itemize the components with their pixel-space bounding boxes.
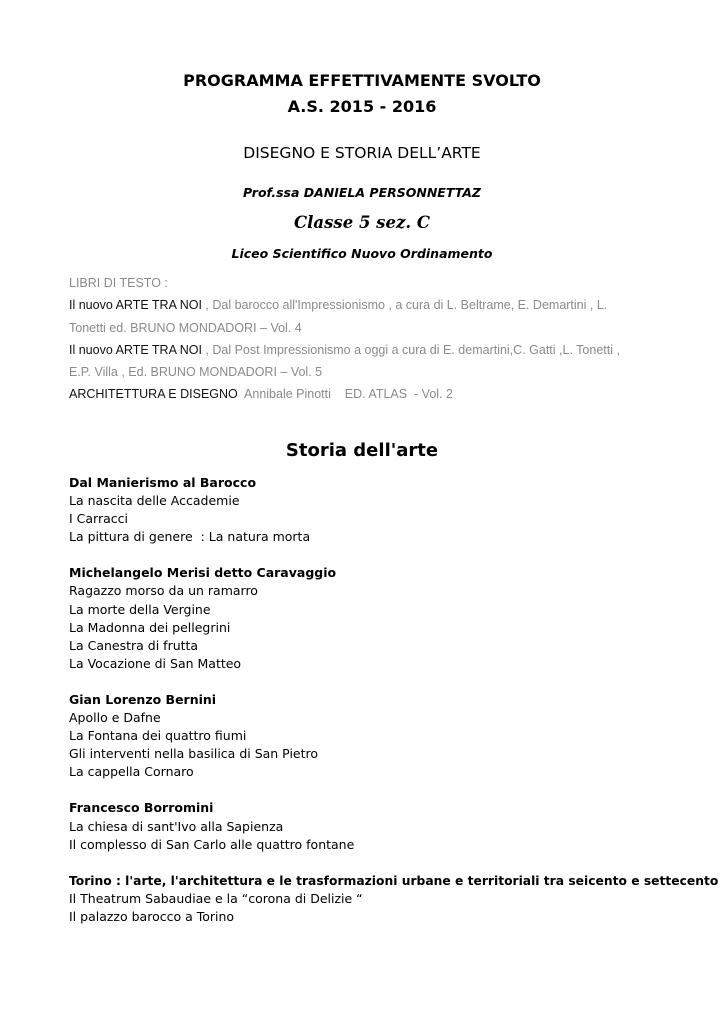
topic-item: Il complesso di San Carlo alle quattro fontane — [69, 836, 355, 852]
class-section: Classe 5 sez. C — [294, 213, 430, 232]
topic-heading: Torino : l'arte, l'architettura e le trasformazioni urbane e territoriali tra seicento e settecento — [69, 873, 719, 888]
topic-heading: Michelangelo Merisi detto Caravaggio — [69, 565, 337, 581]
topic-item: La Fontana dei quattro fiumi — [69, 728, 247, 744]
topic-item: La Vocazione di San Matteo — [69, 655, 242, 671]
textbook-2-title: Il nuovo ARTE TRA NOI — [69, 342, 202, 357]
textbook-1-details-cont: Tonetti ed. BRUNO MONDADORI – Vol. 4 — [69, 320, 302, 335]
topic-group — [69, 872, 719, 926]
topic-group — [69, 564, 709, 673]
topic-item: Il palazzo barocco a Torino — [69, 908, 235, 924]
topic-heading: Francesco Borromini — [69, 800, 214, 816]
topic-group — [69, 799, 709, 853]
section-heading: Storia dell'arte — [285, 440, 439, 461]
textbook-1-details: , Dal barocco all'Impressionismo , a cura di L. Beltrame, E. Demartini , L. — [201, 298, 608, 313]
topic-heading: Gian Lorenzo Bernini — [69, 691, 217, 707]
topic-item: La chiesa di sant'Ivo alla Sapienza — [69, 818, 284, 834]
topic-item: Apollo e Dafne — [69, 710, 161, 726]
textbook-1-title: Il nuovo ARTE TRA NOI — [69, 298, 202, 313]
topic-item: La nascita delle Accademie — [69, 493, 240, 509]
topic-item: I Carracci — [69, 511, 128, 527]
topic-group — [69, 691, 709, 781]
topic-item: La Madonna dei pellegrini — [69, 619, 231, 635]
topic-item: La Canestra di frutta — [69, 637, 199, 653]
textbook-3-details: Annibale Pinotti ED. ATLAS - Vol. 2 — [237, 387, 453, 402]
topic-item: Gli interventi nella basilica di San Pietro — [69, 746, 319, 762]
document-title: PROGRAMMA EFFETTIVAMENTE SVOLTO — [183, 71, 541, 90]
topic-item: Il Theatrum Sabaudiae e la “corona di Delizie “ — [69, 890, 363, 906]
professor-name: Prof.ssa DANIELA PERSONNETTAZ — [243, 185, 481, 200]
textbook-2-details: , Dal Post Impressionismo a oggi a cura di E. demartini,C. Gatti ,L. Tonetti , — [201, 342, 620, 357]
textbook-2-details-cont: E.P. Villa , Ed. BRUNO MONDADORI – Vol. 5 — [69, 365, 323, 380]
school-name: Liceo Scientifico Nuovo Ordinamento — [231, 246, 493, 261]
textbook-2 — [69, 339, 659, 361]
topic-item: La morte della Vergine — [69, 601, 211, 617]
textbooks-list — [69, 272, 659, 406]
topic-item: La pittura di genere : La natura morta — [69, 529, 311, 545]
topics-list — [69, 474, 719, 944]
textbook-3-title: ARCHITETTURA E DISEGNO — [69, 387, 238, 402]
topic-group — [69, 474, 709, 546]
subject-title: DISEGNO E STORIA DELL’ARTE — [243, 144, 481, 162]
topic-heading: Dal Manierismo al Barocco — [69, 475, 257, 490]
topic-item: Ragazzo morso da un ramarro — [69, 583, 258, 599]
topic-item: La cappella Cornaro — [69, 764, 194, 780]
textbook-3 — [69, 383, 659, 405]
textbook-1 — [69, 294, 659, 316]
textbooks-label: LIBRI DI TESTO : — [69, 276, 168, 290]
school-year: A.S. 2015 - 2016 — [287, 97, 437, 116]
